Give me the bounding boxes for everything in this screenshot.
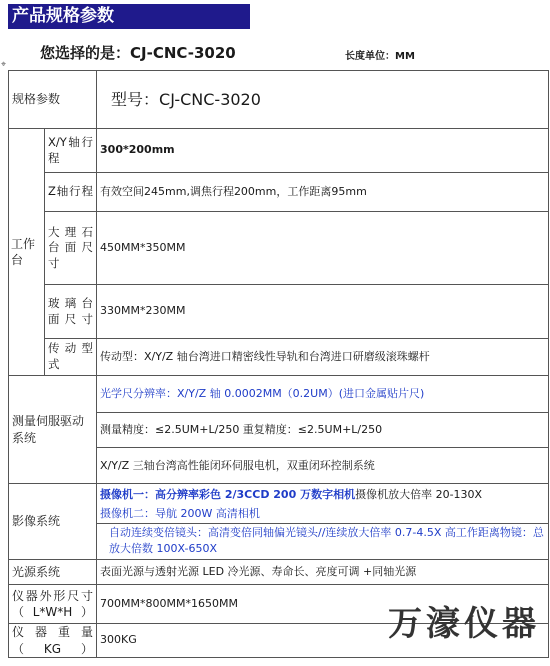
camera-two-line: 摄像机二：导航 200W 高清相机 xyxy=(97,505,548,524)
table-row xyxy=(9,173,549,212)
table-row xyxy=(9,71,549,129)
imaging-group-label: 影像系统 xyxy=(9,484,97,560)
table-row xyxy=(9,285,549,339)
imaging-values xyxy=(97,484,549,560)
spec-table xyxy=(8,70,549,658)
accuracy-line: 测量精度：≤2.5UM+L/250 重复精度：≤2.5UM+L/250 xyxy=(97,413,548,448)
table-row xyxy=(9,212,549,285)
drive-type-label: 传动型式 xyxy=(45,339,97,376)
spec-label-cell: 规格参数 xyxy=(9,71,97,129)
xy-travel-label: X/Y轴行程 xyxy=(45,129,97,173)
z-travel-label: Z轴行程 xyxy=(45,173,97,212)
unit-label: 长度单位：MM xyxy=(345,51,415,62)
light-value: 表面光源与透射光源 LED 冷光源、寿命长、亮度可调 +同轴光源 xyxy=(97,560,549,585)
anchor-marker-icon: ⌖ xyxy=(1,60,7,70)
chosen-prefix: 您选择的是： xyxy=(40,44,131,62)
table-row xyxy=(9,560,549,585)
chosen-model: CJ-CNC-3020 xyxy=(130,44,236,62)
servo-motor-line: X/Y/Z 三轴台湾高性能闭环伺服电机，双重闭环控制系统 xyxy=(100,459,375,472)
camera-one-line xyxy=(97,485,548,505)
table-row xyxy=(9,129,549,173)
section-title: 产品规格参数 xyxy=(8,4,250,29)
table-row xyxy=(9,339,549,376)
servo-group-label: 测量伺服驱动系统 xyxy=(9,376,97,484)
lens-line: 自动连续变倍镜头：高清变倍同轴偏光镜头//连续放大倍率 0.7-4.5X 高工作距离物镜：总放大倍数 100X-650X xyxy=(109,526,544,555)
weight-value: 300KG xyxy=(97,624,549,658)
servo-values xyxy=(97,376,549,484)
brand-watermark: 万濠仪器 xyxy=(388,604,540,644)
marble-size-value: 450MM*350MM xyxy=(97,212,549,285)
xy-travel-value: 300*200mm xyxy=(97,129,549,173)
size-label: 仪器外形尺寸（L*W*H） xyxy=(9,585,97,624)
resolution-line: 光学尺分辨率：X/Y/Z 轴 0.0002MM（0.2UM）(进口金属贴片尺) xyxy=(97,376,548,413)
table-row xyxy=(9,484,549,560)
drive-type-value: 传动型：X/Y/Z 轴台湾进口精密线性导轨和台湾进口研磨级滚珠螺杆 xyxy=(97,339,549,376)
workbench-group-label: 工作台 xyxy=(9,129,45,376)
light-group-label: 光源系统 xyxy=(9,560,97,585)
size-value: 700MM*800MM*1650MM xyxy=(97,585,549,624)
chosen-model-line xyxy=(40,42,236,63)
glass-size-value: 330MM*230MM xyxy=(97,285,549,339)
z-travel-value: 有效空间245mm,调焦行程200mm，工作距离95mm xyxy=(97,173,549,212)
weight-label: 仪器重量（KG） xyxy=(9,624,97,658)
marble-size-label: 大理石台面尺寸 xyxy=(45,212,97,285)
camera-one-spec: 高分辨率彩色 2/3CCD 200 万数字相机 xyxy=(155,488,356,502)
table-row xyxy=(9,376,549,484)
glass-size-label: 玻璃台面尺寸 xyxy=(45,285,97,339)
camera-one-zoom: 摄像机放大倍率 20-130X xyxy=(355,488,483,502)
model-value: 型号：CJ-CNC-3020 xyxy=(97,71,549,129)
camera-one-prefix: 摄像机一： xyxy=(100,488,156,502)
